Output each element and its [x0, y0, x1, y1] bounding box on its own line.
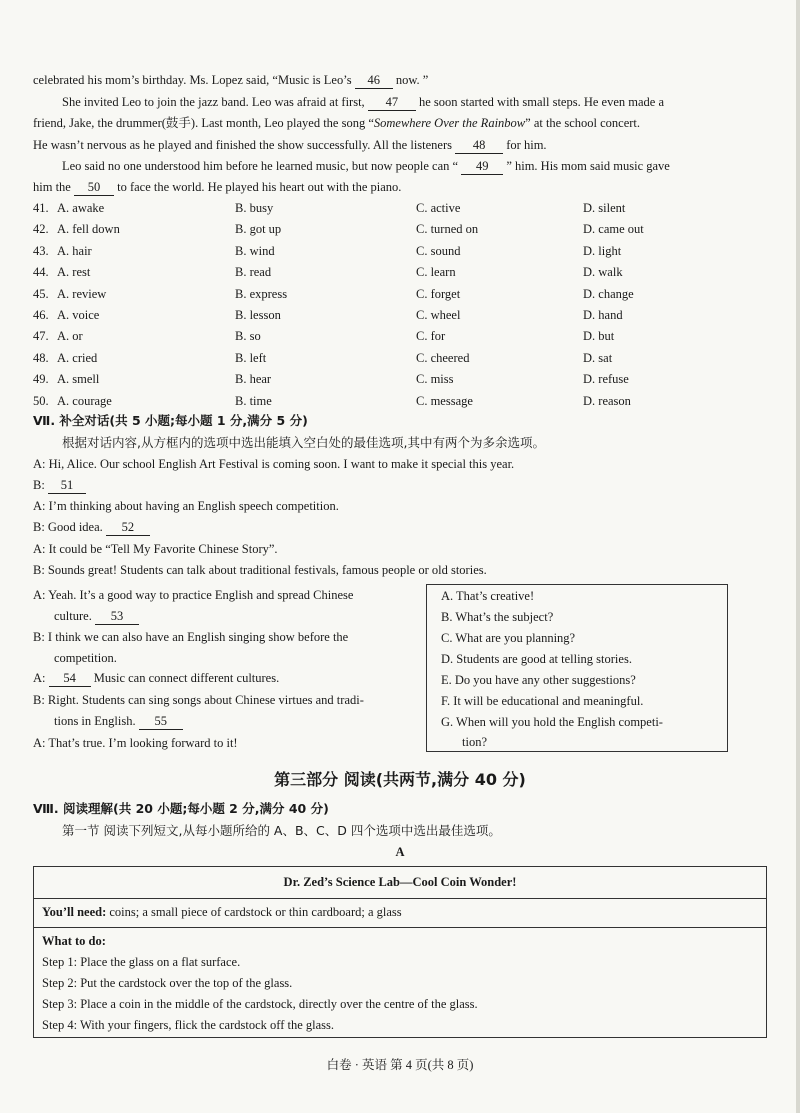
dialogue-line	[54, 713, 183, 730]
option-d: D. but	[583, 329, 615, 343]
dialogue-text: B:	[33, 478, 48, 492]
box-option: C. What are you planning?	[441, 631, 576, 645]
cloze-line-1	[33, 72, 428, 89]
dialogue-line	[54, 608, 139, 625]
option-row	[33, 307, 733, 323]
section-7-heading: Ⅶ. 补全对话(共 5 小题;每小题 1 分,满分 5 分)	[33, 413, 308, 428]
page-footer: 白卷 · 英语 第 4 页(共 8 页)	[326, 1058, 474, 1072]
option-a: A. fell down	[57, 222, 120, 236]
blank-49: 49	[461, 158, 503, 175]
option-b: B. hear	[235, 372, 272, 386]
option-d: D. came out	[583, 222, 644, 236]
divider	[34, 927, 766, 928]
blank-53: 53	[95, 608, 139, 625]
cloze-text: to face the world. He played his heart out with the piano.	[113, 180, 402, 194]
dialogue-line: A: It could be “Tell My Favorite Chinese Story”.	[33, 542, 278, 556]
dialogue-text: Music can connect different cultures.	[90, 671, 280, 685]
box-option: D. Students are good at telling stories.	[441, 652, 632, 666]
option-d: D. light	[583, 244, 622, 258]
option-a: A. rest	[57, 265, 91, 279]
divider	[34, 898, 766, 899]
cloze-line-6	[33, 179, 401, 196]
cloze-line-2	[62, 94, 664, 111]
option-a: A. review	[57, 287, 107, 301]
blank-55: 55	[139, 713, 183, 730]
cloze-line-3	[33, 115, 640, 131]
option-b: B. read	[235, 265, 272, 279]
cloze-text: He wasn’t nervous as he played and finished the show successfully. All the listeners	[33, 138, 456, 152]
question-number: 49.	[33, 372, 49, 386]
cloze-text: She invited Leo to join the jazz band. Leo was afraid at first,	[62, 95, 368, 109]
dialogue-line	[33, 670, 279, 687]
box-option: G. When will you hold the English competi-	[441, 715, 663, 729]
blank-52: 52	[106, 519, 150, 536]
option-c: C. forget	[416, 287, 461, 301]
option-d: D. refuse	[583, 372, 629, 386]
option-b: B. busy	[235, 201, 274, 215]
question-number: 45.	[33, 287, 49, 301]
page-edge	[796, 0, 800, 1113]
option-b: B. left	[235, 351, 267, 365]
blank-46: 46	[355, 72, 393, 89]
lab-need	[42, 904, 402, 920]
question-number: 48.	[33, 351, 49, 365]
option-c: C. message	[416, 394, 473, 408]
option-row	[33, 286, 733, 302]
lab-title: Dr. Zed’s Science Lab—Cool Coin Wonder!	[283, 875, 517, 889]
option-row	[33, 328, 733, 344]
cloze-text: ” at the school concert.	[525, 116, 641, 130]
option-d: D. reason	[583, 394, 631, 408]
dialogue-text: B: Good idea.	[33, 520, 106, 534]
blank-47: 47	[368, 94, 416, 111]
option-b: B. so	[235, 329, 261, 343]
option-c: C. cheered	[416, 351, 470, 365]
box-option: F. It will be educational and meaningful.	[441, 694, 644, 708]
dialogue-line: B: Sounds great! Students can talk about traditional festivals, famous people or old stories.	[33, 563, 487, 577]
question-number: 46.	[33, 308, 49, 322]
cloze-text: for him.	[503, 138, 547, 152]
box-option: A. That’s creative!	[441, 589, 535, 603]
dialogue-text: A:	[33, 671, 49, 685]
dialogue-text: tions in English.	[54, 714, 139, 728]
cloze-text: him the	[33, 180, 74, 194]
option-b: B. got up	[235, 222, 282, 236]
dialogue-line: B: I think we can also have an English singing show before the	[33, 630, 349, 644]
option-a: A. awake	[57, 201, 105, 215]
option-c: C. learn	[416, 265, 456, 279]
lab-step: Step 1: Place the glass on a flat surface.	[42, 955, 241, 969]
cloze-text: friend, Jake, the drummer(鼓手). Last month, Leo played the song “	[33, 116, 374, 130]
cloze-line-5	[62, 158, 670, 175]
cloze-text: Leo said no one understood him before he learned music, but now people can “	[62, 159, 462, 173]
lab-box	[33, 866, 767, 1038]
option-row	[33, 243, 733, 259]
question-number: 44.	[33, 265, 49, 279]
section-7-instruction: 根据对话内容,从方框内的选项中选出能填入空白处的最佳选项,其中有两个为多余选项。	[62, 435, 545, 450]
option-b: B. lesson	[235, 308, 281, 322]
lab-step: Step 2: Put the cardstock over the top of the glass.	[42, 976, 293, 990]
cloze-line-4	[33, 137, 547, 154]
need-text: coins; a small piece of cardstock or thin cardboard; a glass	[106, 905, 402, 919]
blank-54: 54	[49, 670, 91, 687]
option-b: B. express	[235, 287, 288, 301]
cloze-text: ” him. His mom said music gave	[503, 159, 670, 173]
option-row	[33, 350, 733, 366]
part-3-title: 第三部分 阅读(共两节,满分 40 分)	[274, 770, 526, 789]
dialogue-line: B: Right. Students can sing songs about Chinese virtues and tradi-	[33, 693, 364, 707]
lab-step: Step 3: Place a coin in the middle of the cardstock, directly over the centre of the glass.	[42, 997, 478, 1011]
passage-letter: A	[395, 845, 405, 859]
dialogue-line: competition.	[54, 651, 117, 665]
question-number: 41.	[33, 201, 49, 215]
option-c: C. turned on	[416, 222, 479, 236]
option-a: A. or	[57, 329, 83, 343]
option-a: A. courage	[57, 394, 112, 408]
option-c: C. wheel	[416, 308, 461, 322]
box-option: B. What’s the subject?	[441, 610, 554, 624]
option-a: A. cried	[57, 351, 98, 365]
question-number: 43.	[33, 244, 49, 258]
blank-48: 48	[455, 137, 503, 154]
blank-51: 51	[48, 477, 86, 494]
cloze-text: now. ”	[392, 73, 429, 87]
dialogue-line: A: Hi, Alice. Our school English Art Festival is coming soon. I want to make it special this year.	[33, 457, 515, 471]
dialogue-line	[33, 477, 86, 494]
box-option: E. Do you have any other suggestions?	[441, 673, 636, 687]
option-row	[33, 221, 733, 237]
section-1-instruction: 第一节 阅读下列短文,从每小题所给的 A、B、C、D 四个选项中选出最佳选项。	[62, 823, 501, 838]
dialogue-options-box	[426, 584, 728, 752]
option-b: B. wind	[235, 244, 275, 258]
option-b: B. time	[235, 394, 272, 408]
option-a: A. hair	[57, 244, 92, 258]
question-number: 47.	[33, 329, 49, 343]
option-a: A. smell	[57, 372, 100, 386]
option-d: D. silent	[583, 201, 626, 215]
option-c: C. active	[416, 201, 461, 215]
what-label: What to do:	[42, 934, 106, 948]
need-label: You’ll need:	[42, 905, 107, 919]
option-row	[33, 264, 733, 280]
blank-50: 50	[74, 179, 114, 196]
dialogue-text: culture.	[54, 609, 95, 623]
option-d: D. hand	[583, 308, 623, 322]
cloze-text: he soon started with small steps. He even made a	[415, 95, 665, 109]
dialogue-line: A: I’m thinking about having an English speech competition.	[33, 499, 339, 513]
option-row	[33, 200, 733, 216]
option-c: C. miss	[416, 372, 454, 386]
option-d: D. walk	[583, 265, 623, 279]
dialogue-line: A: That’s true. I’m looking forward to it!	[33, 736, 238, 750]
dialogue-line	[33, 519, 150, 536]
question-number: 50.	[33, 394, 49, 408]
box-option-continued: tion?	[462, 735, 487, 749]
option-c: C. for	[416, 329, 446, 343]
option-c: C. sound	[416, 244, 461, 258]
option-d: D. change	[583, 287, 634, 301]
question-number: 42.	[33, 222, 49, 236]
option-row	[33, 371, 733, 387]
option-row	[33, 393, 733, 409]
song-title: Somewhere Over the Rainbow	[373, 116, 526, 130]
lab-what-label	[42, 933, 106, 949]
lab-step: Step 4: With your fingers, flick the cardstock off the glass.	[42, 1018, 335, 1032]
dialogue-line: A: Yeah. It’s a good way to practice English and spread Chinese	[33, 588, 354, 602]
section-8-heading: Ⅷ. 阅读理解(共 20 小题;每小题 2 分,满分 40 分)	[33, 801, 329, 816]
cloze-text: celebrated his mom’s birthday. Ms. Lopez said, “Music is Leo’s	[33, 73, 355, 87]
option-d: D. sat	[583, 351, 613, 365]
option-a: A. voice	[57, 308, 100, 322]
